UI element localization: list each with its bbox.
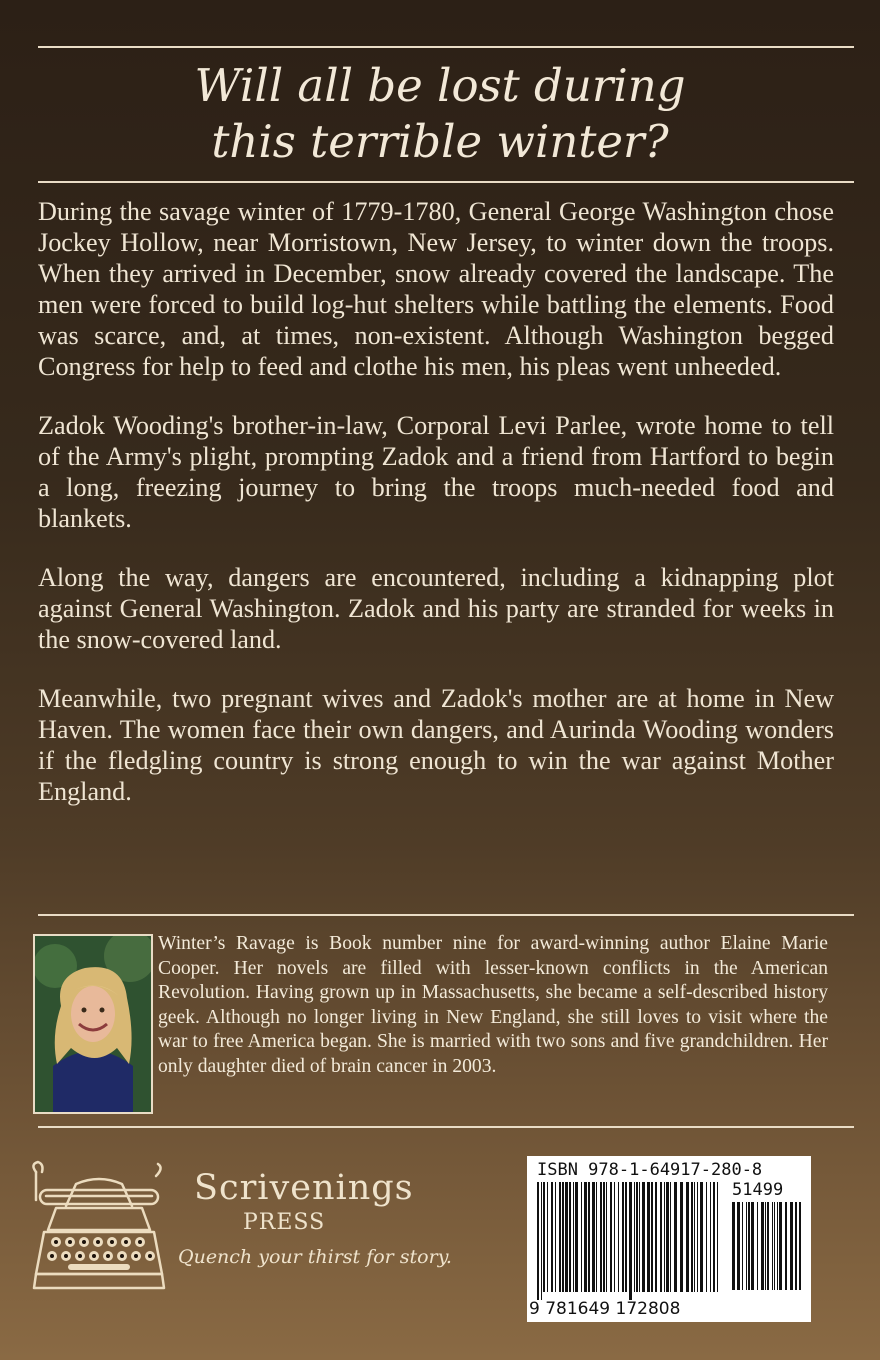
headline-line-2: this terrible winter?: [211, 115, 669, 168]
barcode-bar: [713, 1182, 715, 1292]
barcode-bar: [622, 1182, 624, 1292]
barcode-bar: [757, 1202, 758, 1290]
barcode-bar: [642, 1182, 645, 1292]
author-top-rule: [38, 914, 854, 916]
blurb: [38, 196, 834, 835]
blurb-paragraph-1: During the savage winter of 1779-1780, General George Washington chose Jockey Hollow, near Morristown, New Jersey, to winter down the troops. When they arrived in December, snow already covered the landscape. The men were forced to build log-hut shelters while battling the elements. Food was scarce, and, at times, non-existent. Although Washington begged Congress for help to feed and clothe his men, his pleas went unheeded.: [38, 197, 834, 381]
barcode-bar: [559, 1182, 561, 1292]
barcode-bar: [700, 1182, 703, 1292]
barcode-bar: [629, 1182, 632, 1300]
author-bio: Winter’s Ravage is Book number nine for award-winning author Elaine Marie Cooper. Her novels are filled with lesser-known conflicts in the American Revolution. Having grown up in Massachusetts, she became a self-described history geek. Although no longer living in New England, she still loves to visit where the war to free America began. She is married with two sons and five grandchildren. Her only daughter died of brain cancer in 2003.: [158, 933, 828, 1077]
publisher-name: Scrivenings: [194, 1168, 414, 1208]
barcode-bar: [691, 1182, 693, 1292]
barcode-bar: [737, 1202, 740, 1290]
barcode-bar: [785, 1202, 787, 1290]
blurb-paragraph-4: Meanwhile, two pregnant wives and Zadok's mother are at home in New Haven. The women face their own dangers, and Aurinda Wooding wonders if the fledgling country is strong enough to win the war against Mother England.: [38, 684, 834, 806]
barcode-bar: [777, 1202, 778, 1290]
barcode-bar: [647, 1182, 650, 1292]
barcode-bar: [748, 1202, 750, 1290]
barcode-bar: [680, 1182, 683, 1292]
barcode-bar: [790, 1202, 793, 1290]
barcode-bar: [596, 1182, 597, 1292]
barcode-bar: [618, 1182, 619, 1292]
barcode-bar: [772, 1202, 773, 1290]
barcode-bar: [575, 1182, 578, 1292]
barcode-bar: [694, 1182, 695, 1292]
barcode: [527, 1156, 811, 1322]
barcode-bar: [742, 1202, 743, 1290]
barcode-bar: [651, 1182, 653, 1292]
barcode-bar: [666, 1182, 669, 1292]
addon-barcode-bars: [732, 1202, 804, 1298]
barcode-bar: [603, 1182, 605, 1292]
headline-rule: [38, 181, 854, 183]
publisher-sub: PRESS: [243, 1210, 326, 1235]
barcode-bar: [610, 1182, 612, 1292]
barcode-bar: [746, 1202, 747, 1290]
barcode-bar: [541, 1182, 542, 1300]
headline: [0, 58, 880, 170]
barcode-bar: [799, 1202, 801, 1290]
price-code: 51499: [732, 1180, 784, 1200]
publisher-tagline: Quench your thirst for story.: [178, 1246, 452, 1268]
barcode-bar: [717, 1182, 718, 1292]
barcode-bar: [588, 1182, 590, 1292]
barcode-bar: [795, 1202, 797, 1290]
barcode-bar: [674, 1182, 677, 1292]
barcode-bar: [660, 1182, 662, 1292]
barcode-bar: [592, 1182, 595, 1292]
barcode-bar: [600, 1182, 602, 1292]
barcode-bar: [765, 1202, 766, 1290]
barcode-bar: [655, 1182, 657, 1292]
barcode-bar: [573, 1182, 574, 1292]
barcode-bar: [625, 1182, 627, 1292]
headline-line-1: Will all be lost during: [194, 59, 686, 112]
author-photo: [33, 934, 153, 1114]
barcode-bar: [732, 1202, 735, 1290]
barcode-bar: [581, 1182, 582, 1292]
barcode-bar: [614, 1182, 615, 1292]
author-bottom-rule: [38, 1126, 854, 1128]
barcode-bar: [751, 1202, 754, 1290]
barcode-bar: [551, 1182, 553, 1292]
barcode-bar: [543, 1182, 545, 1292]
barcode-bar: [606, 1182, 607, 1292]
barcode-bar: [569, 1182, 571, 1292]
barcode-bar: [565, 1182, 568, 1292]
barcode-bar: [686, 1182, 689, 1292]
top-rule: [38, 46, 854, 48]
barcode-bar: [555, 1182, 556, 1292]
barcode-bar: [779, 1202, 782, 1290]
barcode-bar: [767, 1202, 769, 1290]
barcode-bar: [774, 1202, 775, 1290]
isbn-text: ISBN 978-1-64917-280-8: [537, 1160, 763, 1180]
barcode-bar: [761, 1202, 764, 1290]
barcode-bar: [547, 1182, 548, 1292]
barcode-bar: [639, 1182, 640, 1292]
barcode-bar: [664, 1182, 665, 1292]
blurb-paragraph-2: Zadok Wooding's brother-in-law, Corporal Levi Parlee, wrote home to tell of the Army's plight, prompting Zadok and a friend from Hartford to begin a long, freezing journey to bring the troops much-needed food and blankets.: [38, 411, 834, 533]
barcode-bar: [584, 1182, 587, 1292]
barcode-bar: [562, 1182, 564, 1292]
barcode-bar: [670, 1182, 671, 1292]
ean-digits: 9 781649 172808: [529, 1299, 681, 1319]
barcode-bar: [697, 1182, 698, 1292]
typewriter-logo-icon: [26, 1156, 172, 1302]
ean-barcode-bars: [537, 1182, 723, 1300]
barcode-bar: [706, 1182, 707, 1292]
author-portrait-icon: [35, 936, 151, 1112]
barcode-bar: [537, 1182, 539, 1300]
barcode-bar: [636, 1182, 638, 1292]
barcode-bar: [710, 1182, 711, 1292]
blurb-paragraph-3: Along the way, dangers are encountered, including a kidnapping plot against General Washington. Zadok and his party are stranded for weeks in the snow-covered land.: [38, 563, 834, 654]
barcode-bar: [634, 1182, 635, 1292]
